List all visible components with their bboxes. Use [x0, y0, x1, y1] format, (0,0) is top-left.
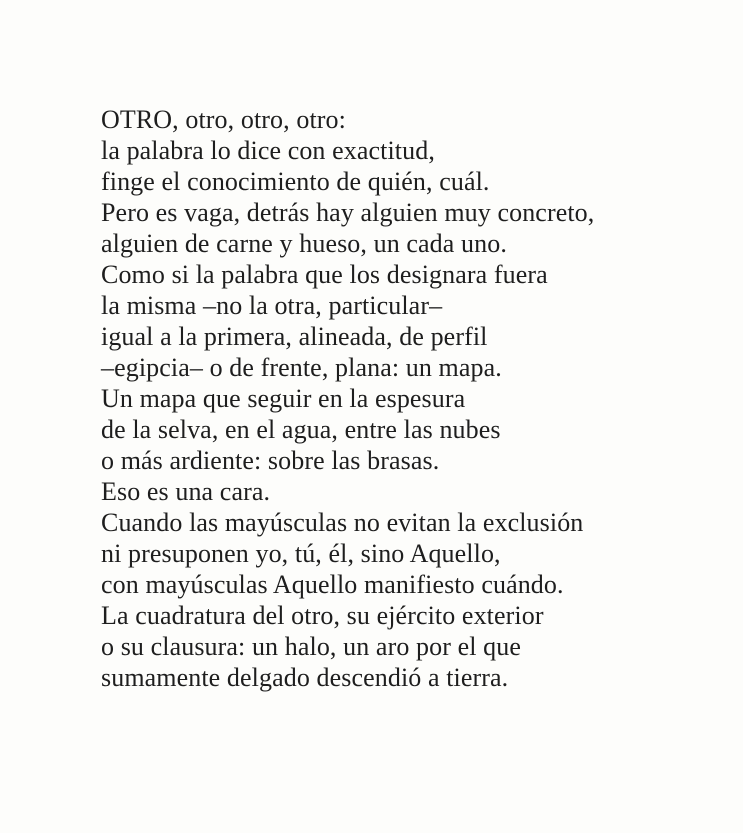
poem-line-19: sumamente delgado descendió a tierra.	[101, 663, 509, 692]
poem-line-16: con mayúsculas Aquello manifiesto cuándo.	[101, 570, 564, 599]
poem-line-1: OTRO, otro, otro, otro:	[101, 105, 346, 134]
poem-line-15: ni presuponen yo, tú, él, sino Aquello,	[101, 539, 501, 568]
poem-line-5: alguien de carne y hueso, un cada uno.	[101, 229, 507, 258]
poem-line-11: de la selva, en el agua, entre las nubes	[101, 415, 501, 444]
poem-line-14: Cuando las mayúsculas no evitan la exclusión	[101, 508, 584, 537]
poem-text	[101, 104, 731, 693]
poem-line-13: Eso es una cara.	[101, 477, 271, 506]
poem-line-3: finge el conocimiento de quién, cuál.	[101, 167, 490, 196]
poem-line-10: Un mapa que seguir en la espesura	[101, 384, 466, 413]
poem-line-17: La cuadratura del otro, su ejército exterior	[101, 601, 544, 630]
poem-line-8: igual a la primera, alineada, de perfil	[101, 322, 488, 351]
poem-line-6: Como si la palabra que los designara fuera	[101, 260, 548, 289]
poem-line-7: la misma –no la otra, particular–	[101, 291, 443, 320]
poem-line-2: la palabra lo dice con exactitud,	[101, 136, 435, 165]
poem-line-12: o más ardiente: sobre las brasas.	[101, 446, 440, 475]
poem-line-4: Pero es vaga, detrás hay alguien muy concreto,	[101, 198, 595, 227]
poem-line-9: –egipcia– o de frente, plana: un mapa.	[101, 353, 502, 382]
poem-line-18: o su clausura: un halo, un aro por el que	[101, 632, 521, 661]
